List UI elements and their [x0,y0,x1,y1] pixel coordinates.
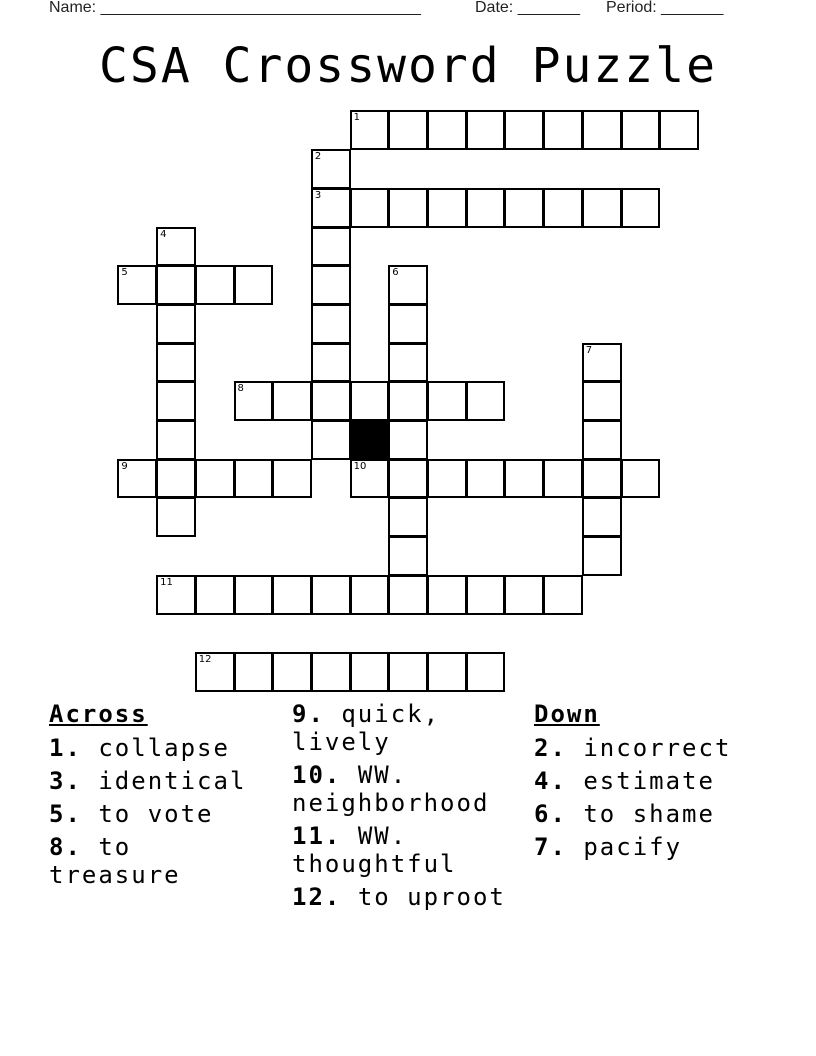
period-field[interactable]: Period: _______ [606,0,724,16]
grid-cell[interactable] [388,575,428,615]
grid-cell[interactable] [582,188,622,228]
grid-cell[interactable] [582,459,622,499]
grid-cell[interactable] [427,381,467,421]
grid-cell[interactable] [466,110,506,150]
grid-cell[interactable] [234,652,274,692]
grid-cell[interactable] [427,110,467,150]
grid-cell[interactable] [388,536,428,576]
clue-across-3: 3. identical [49,767,247,795]
grid-cell[interactable] [234,459,274,499]
grid-cell[interactable] [350,188,390,228]
grid-cell[interactable] [504,188,544,228]
clue-number-1: 1 [353,112,360,124]
clue-number-9: 9 [121,460,128,472]
clue-across-1: 1. collapse [49,734,230,762]
grid-cell[interactable] [427,188,467,228]
grid-cell[interactable] [427,575,467,615]
grid-cell[interactable] [621,110,661,150]
clue-number-12: 12 [198,654,212,666]
grid-cell[interactable] [582,536,622,576]
across-heading: Across [49,700,148,728]
clue-across-10: 10. WW. neighborhood [292,761,490,817]
grid-cell[interactable] [117,265,157,305]
grid-cell[interactable] [466,188,506,228]
grid-cell[interactable] [427,652,467,692]
grid-cell[interactable] [311,188,351,228]
grid-cell[interactable] [466,459,506,499]
grid-cell[interactable] [466,575,506,615]
grid-cell[interactable] [156,343,196,383]
grid-cell[interactable] [156,459,196,499]
grid-cell[interactable] [311,227,351,267]
grid-cell[interactable] [311,149,351,189]
grid-cell[interactable] [311,420,351,460]
grid-cell[interactable] [388,420,428,460]
grid-cell[interactable] [388,343,428,383]
clue-number-7: 7 [585,344,593,356]
grid-cell[interactable] [156,381,196,421]
grid-cell[interactable] [543,459,583,499]
grid-cell[interactable] [195,265,235,305]
grid-cell[interactable] [195,459,235,499]
grid-cell[interactable] [582,420,622,460]
grid-cell[interactable] [388,459,428,499]
grid-cell[interactable] [659,110,699,150]
page-title: CSA Crossword Puzzle [99,38,717,94]
grid-cell[interactable] [504,110,544,150]
clue-number-6: 6 [392,267,399,279]
grid-cell[interactable] [156,575,196,615]
grid-cell[interactable] [504,459,544,499]
grid-cell[interactable] [156,265,196,305]
clue-number-3: 3 [314,189,322,201]
grid-cell[interactable] [543,110,583,150]
clue-down-6: 6. to shame [534,800,715,828]
grid-cell[interactable] [427,459,467,499]
grid-cell[interactable] [156,227,196,267]
across-clues-column-1 [49,700,279,894]
grid-cell[interactable] [156,497,196,537]
grid-cell[interactable] [466,652,506,692]
across-clues-column-2 [292,700,527,916]
grid-cell[interactable] [582,110,622,150]
clue-across-8: 8. to treasure [49,833,181,889]
grid-cell[interactable] [582,497,622,537]
grid-cell[interactable] [350,459,390,499]
grid-cell[interactable] [388,652,428,692]
clue-number-11: 11 [160,576,173,588]
down-clues-column [534,700,794,866]
clue-number-8: 8 [237,383,244,395]
grid-cell[interactable] [350,652,390,692]
grid-cell[interactable] [621,188,661,228]
clue-down-2: 2. incorrect [534,734,732,762]
clue-down-7: 7. pacify [534,833,683,861]
grid-cell[interactable] [582,381,622,421]
grid-cell[interactable] [504,575,544,615]
clue-across-11: 11. WW. thoughtful [292,822,457,878]
grid-cell[interactable] [311,381,351,421]
grid-cell[interactable] [543,575,583,615]
grid-cell[interactable] [311,304,351,344]
name-field[interactable]: Name: ____________________________________ [49,0,421,16]
grid-cell[interactable] [388,110,428,150]
grid-cell[interactable] [311,343,351,383]
grid-cell[interactable] [234,265,274,305]
grid-cell[interactable] [350,381,390,421]
grid-cell[interactable] [117,459,157,499]
grid-cell[interactable] [156,420,196,460]
grid-cell[interactable] [388,188,428,228]
grid-cell[interactable] [234,381,274,421]
grid-cell[interactable] [466,381,506,421]
grid-cell[interactable] [388,497,428,537]
grid-cell[interactable] [350,575,390,615]
grid-cell[interactable] [272,459,312,499]
grid-cell[interactable] [272,381,312,421]
clue-across-9: 9. quick, lively [292,700,441,756]
grid-cell[interactable] [156,304,196,344]
grid-cell[interactable] [388,381,428,421]
grid-cell[interactable] [388,304,428,344]
clue-down-4: 4. estimate [534,767,715,795]
grid-cell[interactable] [621,459,661,499]
clue-number-2: 2 [314,151,322,163]
grid-cell[interactable] [272,652,312,692]
down-heading: Down [534,700,600,728]
grid-cell[interactable] [272,575,312,615]
grid-cell[interactable] [195,575,235,615]
grid-cell[interactable] [388,265,428,305]
grid-cell[interactable] [543,188,583,228]
grid-cell[interactable] [350,110,390,150]
clue-across-12: 12. to uproot [292,883,506,911]
grid-cell[interactable] [311,652,351,692]
grid-cell[interactable] [234,575,274,615]
grid-cell[interactable] [311,265,351,305]
date-field[interactable]: Date: _______ [475,0,580,16]
clue-number-10: 10 [353,460,367,472]
grid-cell[interactable] [311,575,351,615]
clue-number-4: 4 [160,228,167,240]
grid-cell[interactable] [195,652,235,692]
clue-number-5: 5 [121,267,128,279]
clue-across-5: 5. to vote [49,800,214,828]
grid-cell-blocked [350,420,390,460]
grid-cell[interactable] [582,343,622,383]
